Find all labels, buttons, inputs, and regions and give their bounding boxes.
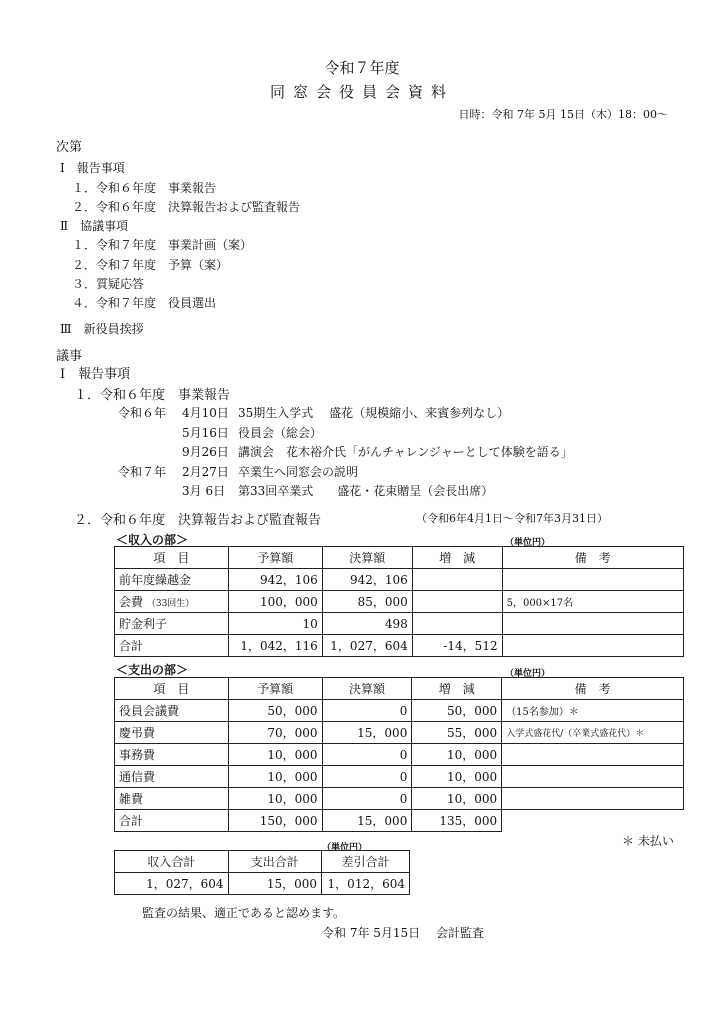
row-diff: -14，512	[412, 635, 502, 657]
header-balance: 差引合計	[322, 851, 410, 873]
header-diff: 増 減	[412, 547, 502, 569]
row-remark	[502, 744, 684, 766]
event-date: 5月16日	[182, 426, 229, 440]
agenda-sec3: Ⅲ 新役員挨拶	[60, 322, 144, 336]
agenda-item: ２．令和７年度 予算（案）	[72, 258, 229, 272]
table-row-total	[115, 635, 684, 657]
row-item: 雑費	[115, 788, 229, 810]
event-text: 講演会 花木裕介氏「がんチャレンジャーとして体験を語る」	[238, 445, 573, 459]
row-item-note: （33回生）	[146, 599, 195, 609]
expense-caption: ＜支出の部＞	[116, 663, 189, 677]
fiscal-period: （令和6年4月1日～令和7年3月31日）	[416, 512, 608, 525]
row-remark	[502, 613, 683, 635]
row-actual: 0	[322, 700, 412, 722]
header-actual: 決算額	[322, 547, 412, 569]
doc-subtitle: 同窓会役員会資料	[269, 83, 454, 101]
row-budget: 150，000	[228, 810, 322, 832]
row-actual: 942，106	[322, 569, 412, 591]
row-budget: 10，000	[228, 744, 322, 766]
agenda-heading: 次第	[56, 140, 83, 155]
header-income-total: 収入合計	[115, 851, 229, 873]
row-remark	[502, 569, 683, 591]
event-text: 役員会（総会）	[238, 426, 323, 440]
table-row	[115, 722, 684, 744]
agenda-item: ３．質疑応答	[72, 277, 145, 291]
row-item: 前年度繰越金	[115, 569, 229, 591]
event-date: 3月 6日	[182, 484, 226, 498]
row-diff	[412, 591, 502, 613]
row-diff: 50，000	[412, 700, 502, 722]
row-actual: 0	[322, 766, 412, 788]
row-remark	[502, 788, 684, 810]
summary-table	[114, 850, 410, 895]
doc-title: 令和７年度	[324, 59, 400, 77]
event-era: 令和７年	[118, 465, 167, 479]
row-remark: 入学式盛花代/（卒業式盛花代）＊	[502, 722, 684, 744]
row-actual: 15，000	[322, 810, 412, 832]
table-row	[115, 700, 684, 722]
row-item: 事務費	[115, 744, 229, 766]
row-actual: 0	[322, 744, 412, 766]
table-row	[115, 744, 684, 766]
header-budget: 予算額	[228, 547, 322, 569]
event-date: 4月10日	[182, 406, 229, 420]
row-diff: 10，000	[412, 766, 502, 788]
header-remark: 備 考	[502, 678, 684, 700]
table-row	[115, 613, 684, 635]
agenda-item: ２．令和６年度 決算報告および監査報告	[72, 200, 301, 214]
table-header-row	[115, 678, 684, 700]
row-budget: 100，000	[228, 591, 322, 613]
agenda-sec2: Ⅱ 協議事項	[60, 219, 129, 233]
income-total-value: 1，027，604	[115, 873, 229, 895]
summary-unit: （単位円）	[322, 843, 368, 853]
minutes-item1: １．令和６年度 事業報告	[74, 388, 231, 403]
audit-statement: 監査の結果、適正であると認めます。	[142, 906, 346, 920]
row-item: 合計	[115, 810, 229, 832]
row-budget: 70，000	[228, 722, 322, 744]
event-era: 令和６年	[118, 406, 167, 420]
event-text: 卒業生へ同窓会の説明	[238, 465, 359, 479]
row-remark: 5，000×17名	[502, 591, 683, 613]
row-item-label: 会費	[119, 595, 144, 609]
row-budget: 942，106	[228, 569, 322, 591]
row-item: 通信費	[115, 766, 229, 788]
table-row	[115, 788, 684, 810]
row-item: 貯金利子	[115, 613, 229, 635]
row-item: 役員会議費	[115, 700, 229, 722]
expense-unit: （単位円）	[505, 669, 551, 679]
minutes-heading: 議事	[56, 349, 83, 364]
meeting-datetime: 日時：令和 7年 5月 15日（木）18：00～	[458, 108, 668, 121]
row-actual: 85，000	[322, 591, 412, 613]
row-diff	[412, 613, 502, 635]
header-expense-total: 支出合計	[228, 851, 321, 873]
minutes-item2: ２．令和６年度 決算報告および監査報告	[74, 513, 322, 528]
row-diff: 10，000	[412, 744, 502, 766]
row-remark: （15名参加）＊	[502, 700, 684, 722]
table-header-row	[115, 851, 410, 873]
header-item: 項 目	[115, 547, 229, 569]
expense-total-value: 15，000	[228, 873, 321, 895]
header-remark: 備 考	[502, 547, 683, 569]
agenda-item: １．令和７年度 事業計画（案）	[72, 238, 253, 252]
row-item: 合計	[115, 635, 229, 657]
event-text: 第33回卒業式 盛花・花束贈呈（会長出席）	[238, 484, 494, 498]
row-actual: 1，027，604	[322, 635, 412, 657]
row-actual: 15，000	[322, 722, 412, 744]
row-diff: 55，000	[412, 722, 502, 744]
table-row	[115, 873, 410, 895]
event-text: 35期生入学式 盛花（規模縮小、来賓参列なし）	[238, 406, 510, 420]
agenda-item: ４．令和７年度 役員選出	[72, 296, 217, 310]
expense-table	[114, 677, 684, 832]
row-budget: 1，042，116	[228, 635, 322, 657]
table-header-row	[115, 547, 684, 569]
row-item	[115, 591, 229, 613]
table-row	[115, 569, 684, 591]
header-budget: 予算額	[228, 678, 322, 700]
income-table	[114, 546, 684, 657]
table-row	[115, 766, 684, 788]
row-remark	[502, 766, 684, 788]
row-budget: 50，000	[228, 700, 322, 722]
event-date: 2月27日	[182, 465, 229, 479]
row-diff: 10，000	[412, 788, 502, 810]
minutes-sec1: Ⅰ 報告事項	[60, 367, 131, 382]
table-row-total	[115, 810, 684, 832]
header-actual: 決算額	[322, 678, 412, 700]
income-caption: ＜収入の部＞	[116, 533, 189, 547]
row-remark	[502, 810, 684, 832]
income-unit: （単位円）	[505, 538, 551, 548]
row-actual: 498	[322, 613, 412, 635]
row-item: 慶弔費	[115, 722, 229, 744]
header-diff: 増 減	[412, 678, 502, 700]
balance-value: 1，012，604	[322, 873, 410, 895]
row-diff: 135，000	[412, 810, 502, 832]
table-row	[115, 591, 684, 613]
agenda-sec1: Ⅰ 報告事項	[60, 161, 125, 175]
unpaid-footnote: ＊ 未払い	[622, 834, 674, 848]
row-actual: 0	[322, 788, 412, 810]
agenda-item: １．令和６年度 事業報告	[72, 181, 217, 195]
row-budget: 10	[228, 613, 322, 635]
header-item: 項 目	[115, 678, 229, 700]
event-date: 9月26日	[182, 445, 229, 459]
row-diff	[412, 569, 502, 591]
row-remark	[502, 635, 683, 657]
row-budget: 10，000	[228, 788, 322, 810]
audit-signature: 令和 7年 5月15日 会計監査	[322, 926, 484, 940]
row-budget: 10，000	[228, 766, 322, 788]
